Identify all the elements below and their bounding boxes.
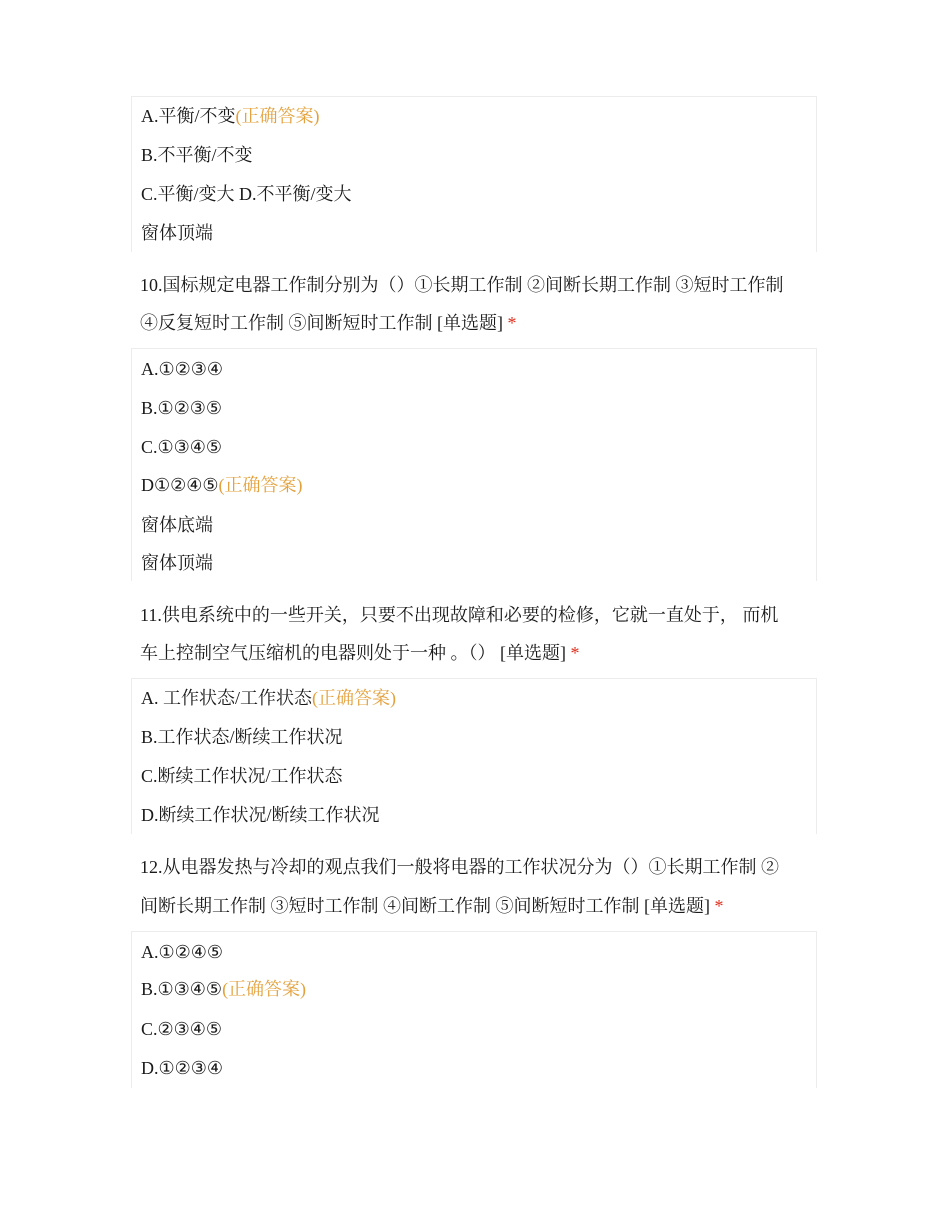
option-b[interactable]: B.①③④⑤(正确答案) [141,979,307,999]
question-12-line-1: 12.从电器发热与冷却的观点我们一般将电器的工作状况分为（）①长期工作制 ② [140,857,779,877]
option-a[interactable]: A. 工作状态/工作状态(正确答案) [141,688,396,708]
form-top-marker: 窗体顶端 [141,223,213,243]
option-c-d[interactable]: C.平衡/变大 D.不平衡/变大 [141,184,352,204]
question-12-line-2: 间断长期工作制 ③短时工作制 ④间断工作制 ⑤间断短时工作制 [单选题] * [140,896,724,916]
question-11-line-1: 11.供电系统中的一些开关，只要不出现故障和必要的检修，它就一直处于， 而机 [140,605,779,625]
form-top-marker: 窗体顶端 [141,553,213,573]
options-box-q10 [131,348,817,581]
correct-answer-tag: (正确答案) [312,688,396,708]
required-mark: * [570,643,580,663]
option-b[interactable]: B.①②③⑤ [141,398,223,418]
option-d[interactable]: D.①②③④ [141,1058,224,1078]
option-b[interactable]: B.工作状态/断续工作状况 [141,727,343,747]
question-10-line-1: 10.国标规定电器工作制分别为（）①长期工作制 ②间断长期工作制 ③短时工作制 [140,275,784,295]
option-a[interactable]: A.①②③④ [141,359,224,379]
option-b[interactable]: B.不平衡/不变 [141,145,253,165]
option-a[interactable]: A.平衡/不变(正确答案) [141,106,320,126]
correct-answer-tag: (正确答案) [222,979,307,999]
required-mark: * [714,896,724,916]
option-d[interactable]: D.断续工作状况/断续工作状况 [141,805,380,825]
options-box-q9 [131,96,817,252]
correct-answer-tag: (正确答案) [218,475,303,495]
options-box-q12 [131,931,817,1088]
option-a[interactable]: A.①②④⑤ [141,942,224,962]
question-10-line-2: ④反复短时工作制 ⑤间断短时工作制 [单选题] * [140,313,517,333]
options-box-q11 [131,678,817,834]
option-c[interactable]: C.②③④⑤ [141,1019,223,1039]
correct-answer-tag: (正确答案) [235,106,320,126]
option-c[interactable]: C.断续工作状况/工作状态 [141,766,343,786]
form-bottom-marker: 窗体底端 [141,515,213,535]
required-mark: * [507,313,517,333]
option-c[interactable]: C.①③④⑤ [141,437,223,457]
question-11-line-2: 车上控制空气压缩机的电器则处于一种 。（） [单选题] * [140,643,580,663]
option-d[interactable]: D①②④⑤(正确答案) [141,475,303,495]
